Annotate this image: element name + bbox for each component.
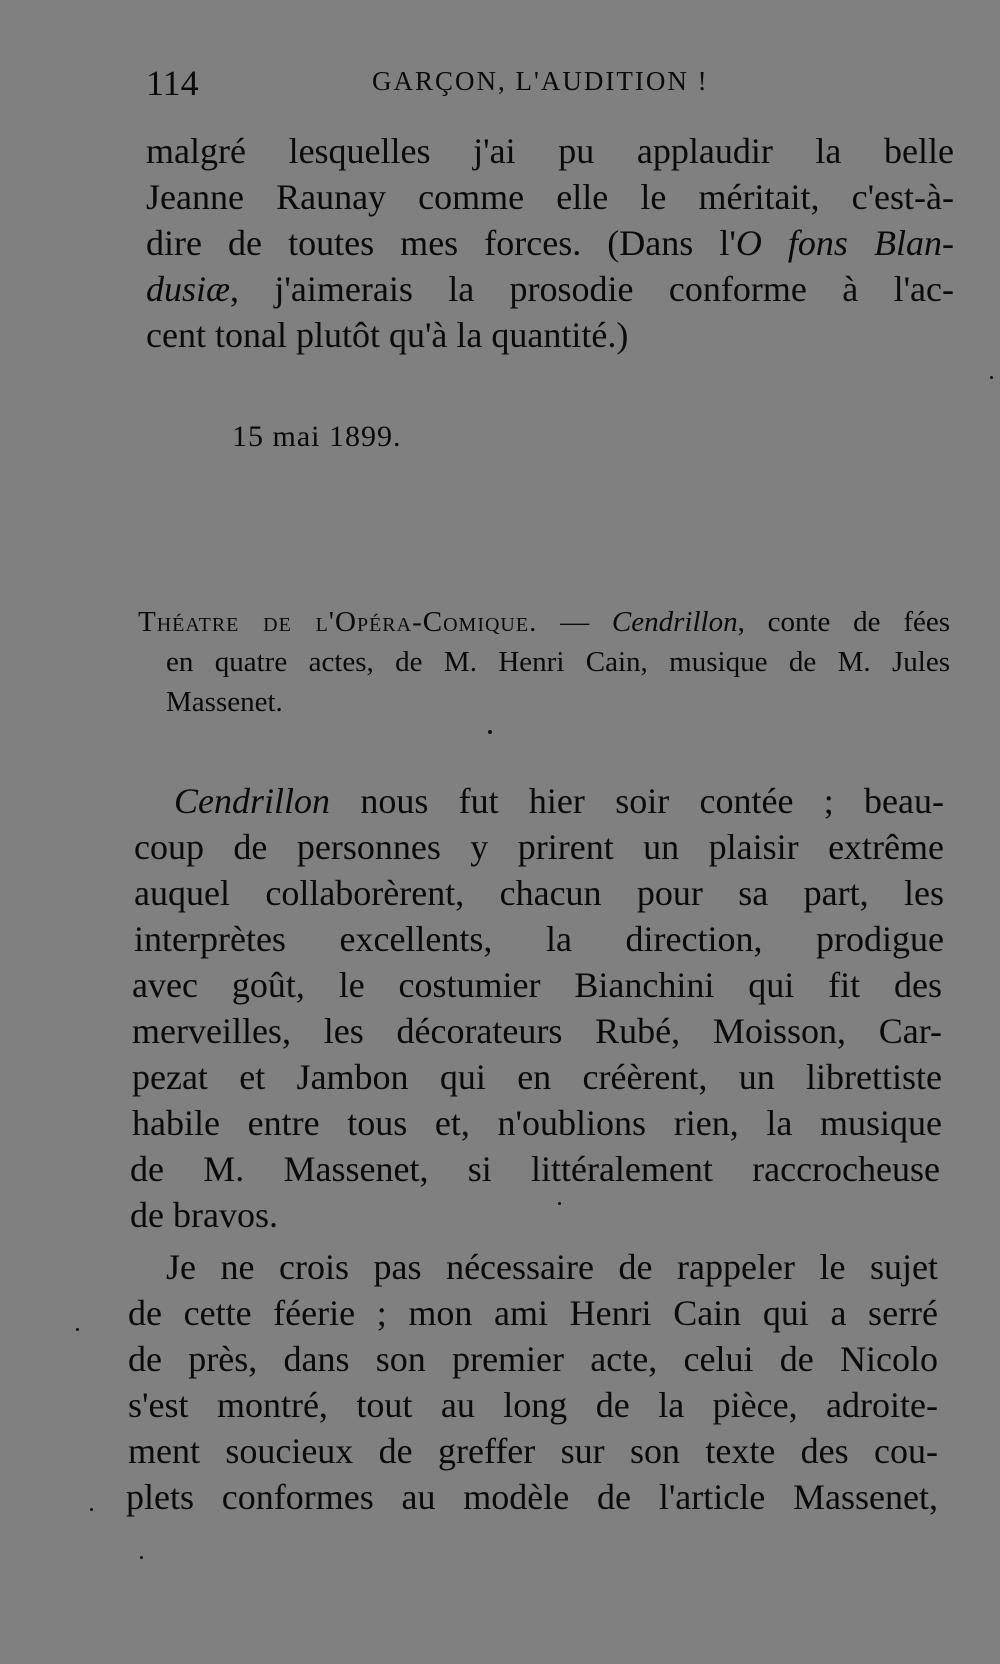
page-number: 114 xyxy=(146,63,199,103)
text-line: pezat et Jambon qui en créèrent, un librettiste xyxy=(132,1057,942,1097)
text-line: auquel collaborèrent, chacun pour sa part, les xyxy=(134,873,944,913)
ink-speck xyxy=(140,1556,143,1559)
work-title: Cendrillon xyxy=(611,606,738,638)
text-line: interprètes excellents, la direction, prodigue xyxy=(134,919,944,959)
ink-speck xyxy=(76,1328,79,1331)
ink-speck xyxy=(558,1202,561,1205)
text-line: avec goût, le costumier Bianchini qui fit des xyxy=(132,965,942,1005)
text-line xyxy=(146,266,954,312)
italic-title: dusiæ xyxy=(146,269,231,309)
running-title: GARÇON, L'AUDITION ! xyxy=(372,66,709,96)
text-line: s'est montré, tout au long de la pièce, adroite- xyxy=(128,1385,938,1425)
text-fragment: , j'aimerais la prosodie conforme à l'ac- xyxy=(230,269,954,309)
ink-speck xyxy=(90,1508,93,1511)
notice-line: Massenet. xyxy=(166,686,283,718)
text-line xyxy=(146,220,954,266)
notice-line xyxy=(138,602,950,642)
venue-name: Théatre de l'Opéra-Comique. xyxy=(138,606,538,638)
text-line: coup de personnes y prirent un plaisir extrême xyxy=(134,827,944,867)
text-line: Jeanne Raunay comme elle le méritait, c'est-à- xyxy=(146,177,954,217)
dateline: 15 mai 1899. xyxy=(232,420,402,453)
text-line: habile entre tous et, n'oublions rien, la musique xyxy=(132,1103,942,1143)
page-header xyxy=(146,62,946,102)
text-line: de M. Massenet, si littéralement raccrocheuse xyxy=(130,1149,940,1189)
text-line: merveilles, les décorateurs Rubé, Moisson, Car- xyxy=(132,1011,942,1051)
text-line: de près, dans son premier acte, celui de Nicolo xyxy=(128,1339,938,1379)
text-fragment: nous fut hier soir contée ; beau- xyxy=(330,781,944,821)
italic-title: O fons Blan- xyxy=(735,223,954,263)
text-line: ment soucieux de greffer sur son texte des cou- xyxy=(128,1431,938,1471)
text-line: de bravos. xyxy=(130,1195,278,1235)
text-fragment: dire de toutes mes forces. (Dans l' xyxy=(146,223,736,263)
text-line: plets conformes au modèle de l'article Massenet, xyxy=(126,1477,938,1517)
text-line xyxy=(174,778,944,824)
ink-speck xyxy=(488,730,492,734)
work-title: Cendrillon xyxy=(174,781,331,821)
notice-line: en quatre actes, de M. Henri Cain, musique de M. Jules xyxy=(166,646,950,678)
em-dash: — xyxy=(537,606,612,638)
text-fragment: , conte de fées xyxy=(737,606,951,638)
text-line: Je ne crois pas nécessaire de rappeler le sujet xyxy=(166,1247,938,1287)
ink-speck xyxy=(990,376,993,379)
text-line: de cette féerie ; mon ami Henri Cain qui a serré xyxy=(128,1293,938,1333)
text-line: malgré lesquelles j'ai pu applaudir la belle xyxy=(146,131,954,171)
text-line: cent tonal plutôt qu'à la quantité.) xyxy=(146,315,629,355)
